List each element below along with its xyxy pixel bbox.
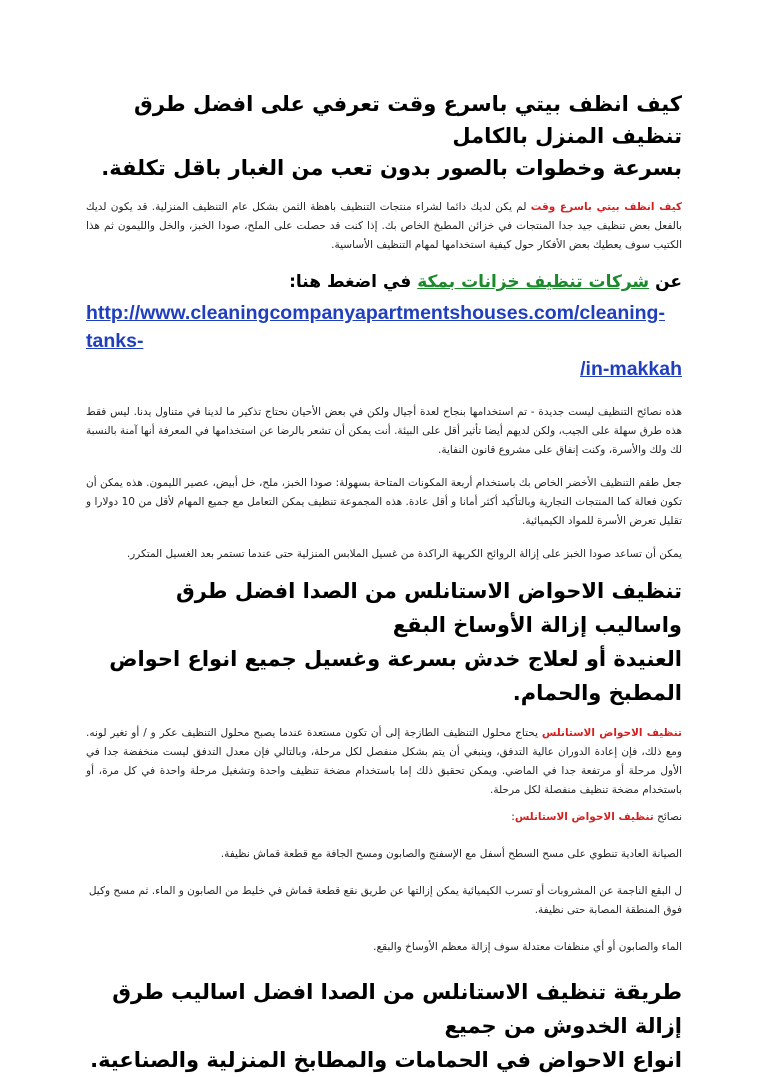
cleaning-tips-paragraph: هذه نصائح التنظيف ليست جديدة - تم استخدامها بنجاح لعدة أجيال ولكن في بعض الأحيان نحتاج تذكير ما لدينا في متناول يدنا. ليس فقط هذه طرق سهلة على الجيب، ولكن لديهم أيضا تأثير أقل على البيئة. أنت يمكن أن تشعر بالرضا عن استخدامها في المعرفة أنها آمنة بالنسبة لك ولك والأسرة، وكنت إنفاق على مشروع قانون النفاية. — [86, 406, 682, 456]
url-line-2[interactable]: /in-makkah — [580, 358, 682, 380]
main-title — [86, 88, 682, 184]
tips-prefix: نصائح — [653, 811, 682, 823]
sinks-highlight: تنظيف الاحواض الاستانلس — [541, 727, 682, 739]
sinks-heading-line-1: تنظيف الاحواض الاستانلس من الصدا افضل طرق واساليب إزالة الأوساخ البقع — [175, 579, 682, 637]
stains-paragraph: ل البقع الناجمة عن المشروبات أو تسرب الكيميائية يمكن إزالتها عن طريق نقع قطعة قماش في خليط من الصابون و الماء. ثم مسح وكيل فوق المنطقة المصابة حتى نظيفة. — [88, 885, 682, 916]
sinks-text: يحتاج محلول التنظيف الطازجة إلى أن تكون مستعدة عندما يصبح محلول التنظيف عكر و / أو تغير لونه. ومع ذلك، فإن إعادة الدوران عالية التدفق، وينبغي أن يتم بشكل منفصل لكل مرحلة، وبالتالي فإن معدل التدفق ليست منخفضة جدا في الأول مرحلة أو مرتفعة جدا في الماضي. ويمكن تحقيق ذلك إما باستخدام مضخة تنظيف واحدة وتشغيل مرحلة واحدة في كل مرة، أو باستخدام مضخة تنظيف منفصلة لكل مرحلة. — [86, 727, 682, 796]
tips-highlight: تنظيف الاحواض الاستانلس — [514, 811, 654, 823]
sinks-heading-line-2: العنيدة أو لعلاج خدش بسرعة وغسيل جميع انواع احواض المطبخ والحمام. — [109, 647, 682, 705]
scratches-heading-line-1: طريقة تنظيف الاستانلس من الصدا افضل اساليب طرق إزالة الخدوش من جميع — [112, 980, 682, 1038]
intro-highlight: كيف انظف بيتي باسرع وقت — [530, 201, 682, 213]
sinks-tips-heading — [86, 808, 682, 827]
url-line-1[interactable]: http://www.cleaningcompanyapartmentshouses.com/cleaning-tanks- — [86, 302, 665, 352]
sinks-heading — [86, 574, 682, 710]
main-title-line-1: كيف انظف بيتي باسرع وقت تعرفي على افضل طرق تنظيف المنزل بالكامل — [134, 92, 682, 148]
scratches-heading-line-2: انواع الاحواض في الحمامات والمطابخ المنزلية والصناعية. — [90, 1048, 682, 1072]
tips-suffix: : — [511, 811, 515, 823]
about-suffix: اضغط هنا: — [289, 272, 378, 292]
website-url-link[interactable] — [86, 299, 682, 383]
sinks-paragraph — [86, 724, 682, 800]
intro-text: لم يكن لديك دائما لشراء منتجات التنظيف باهظة الثمن بشكل عام التنظيف المنزلية. قد يكون لديك بالفعل بعض تنظيف جيد جدا المنتجات في خزائن المطبخ الخاص بك. إذا كنت قد حصلت على الملح، صودا الخبز، والخل والليمون ثم هذا الكتيب سوف يعطيك بعض الأفكار حول كيفية استخدامها لمهام التنظيف الأساسية. — [86, 201, 682, 251]
intro-paragraph — [86, 198, 682, 255]
about-line — [86, 269, 682, 295]
maintenance-paragraph: الصيانة العادية تنطوي على مسح السطح أسفل مع الإسفنج والصابون ومسح الجافة مع قطعة قماش نظيفة. — [220, 848, 682, 860]
green-kit-paragraph: جعل طقم التنظيف الأخضر الخاص بك باستخدام أربعة المكونات المتاحة بسهولة: صودا الخبز، ملح، خل أبيض، عصير الليمون. هذه يمكن أن تكون فعالة كما المنتجات التجارية وبالتأكيد أكثر أمانا و أقل عادة. هذه المجموعة تنظيف يمكن التعامل مع جميع المهام لأقل من 10 دولارا و تقليل تعرض الأسرة للمواد الكيميائية. — [86, 477, 682, 527]
about-middle: في — [382, 272, 412, 292]
about-prefix: عن — [655, 272, 682, 292]
tanks-company-link[interactable]: شركات تنظيف خزانات بمكة — [417, 272, 650, 292]
soap-paragraph: الماء والصابون أو أي منظفات معتدلة سوف إزالة معظم الأوساخ والبقع. — [373, 941, 682, 953]
scratches-heading — [86, 975, 682, 1077]
baking-soda-paragraph: يمكن أن تساعد صودا الخبز على إزالة الروائح الكريهة الراكدة من غسيل الملابس المنزلية حتى عندما تستمر بعد الغسيل المتكرر. — [126, 548, 682, 560]
main-title-line-2: بسرعة وخطوات بالصور بدون تعب من الغبار باقل تكلفة. — [101, 156, 682, 180]
